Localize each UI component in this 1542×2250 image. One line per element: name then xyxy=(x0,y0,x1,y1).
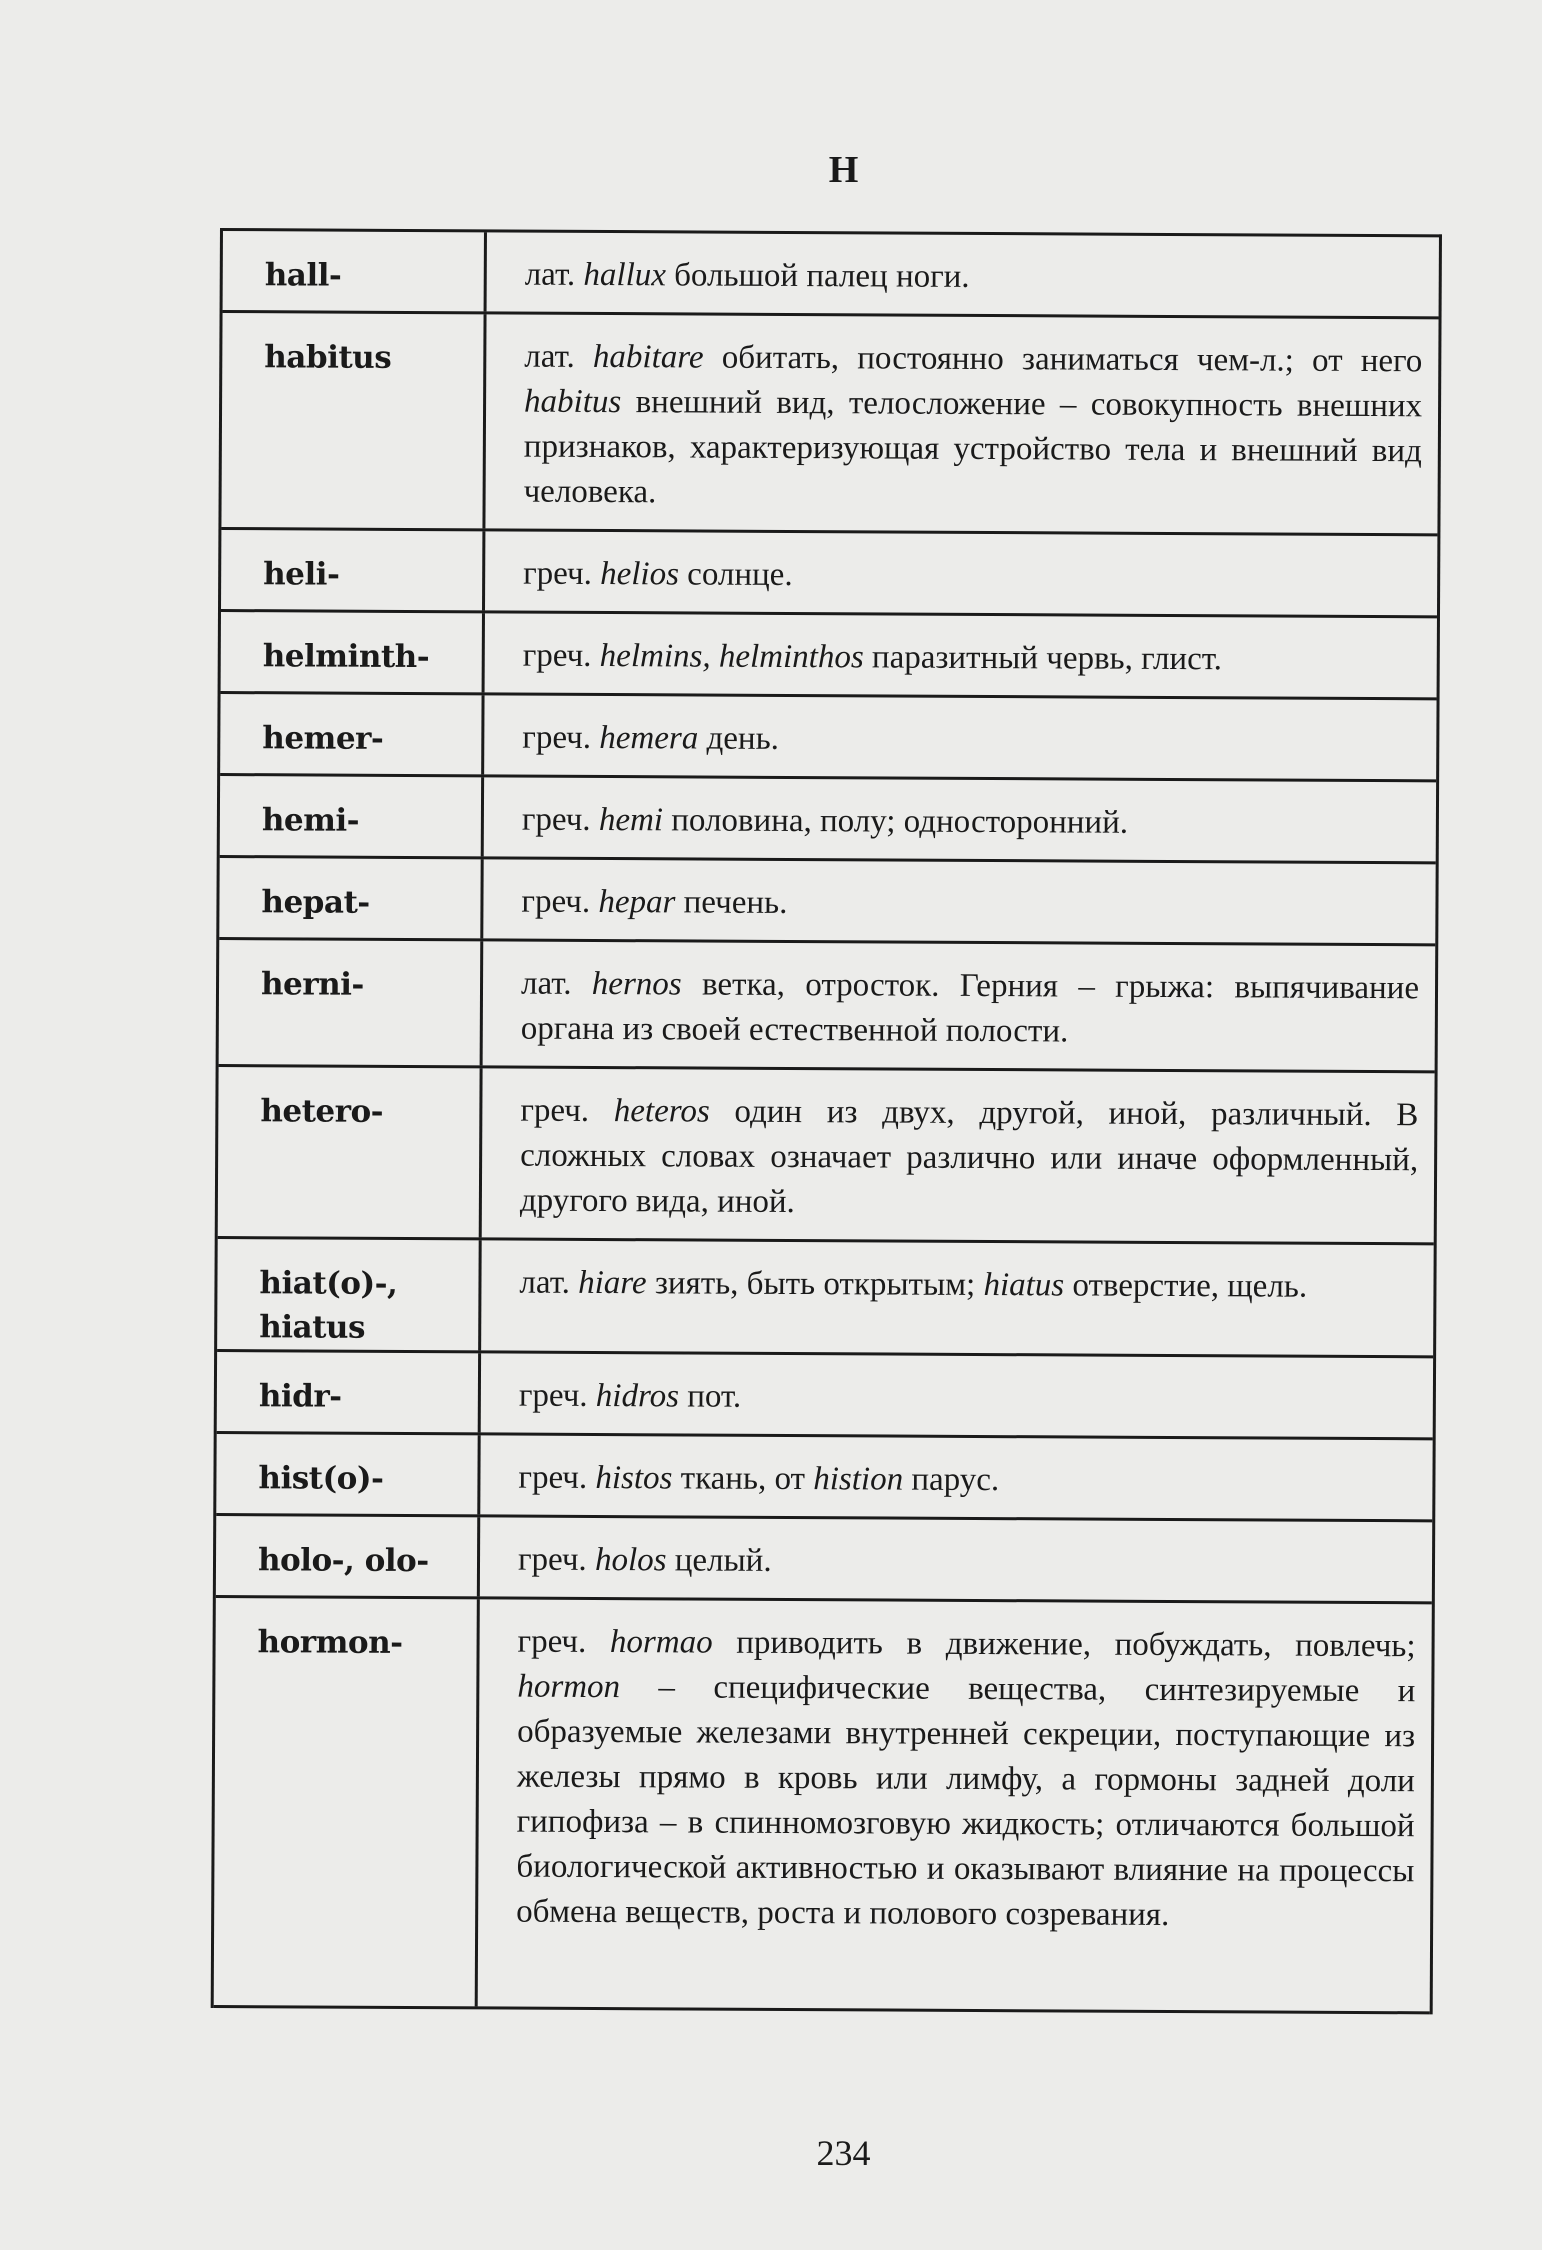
entry-definition: греч. holos целый. xyxy=(517,1541,772,1579)
entry-term: habitus xyxy=(221,313,486,528)
entry-definition: греч. hepar печень. xyxy=(521,883,788,921)
entry-definition: греч. hormao приводить в движение, побуждать, повлечь; hormon – специфические вещества, синтезируемые и образуемые железами внутренней секреции, поступающие из железы прямо в кровь или лимфу, а гормоны задней доли гипофиза – в спинномозговую жидкость; отличаются большой биологической активностью и оказывают влияние на процессы обмена веществ, роста и полового созревания. xyxy=(516,1623,1416,1933)
entry-definition: греч. hidros пот. xyxy=(518,1377,742,1415)
entry-term: hiat(o)-, hiatus xyxy=(217,1239,482,1350)
entry-definition: греч. hemi половина, полу; односторонний. xyxy=(521,801,1129,841)
entry-definition: греч. histos ткань, от histion парус. xyxy=(518,1459,1000,1499)
table-row xyxy=(220,776,1436,864)
entry-term: hall- xyxy=(223,231,487,311)
table-row xyxy=(221,612,1437,700)
glossary-table xyxy=(211,228,1442,2014)
table-row xyxy=(220,694,1436,782)
table-row xyxy=(223,231,1439,319)
entry-term: hist(o)- xyxy=(216,1434,480,1514)
entry-term: herni- xyxy=(219,940,484,1065)
entry-definition: лат. habitare обитать, постоянно заниматься чем-л.; от него habitus внешний вид, телосложение – совокупность внешних признаков, характеризующая устройство тела и внешний вид человека. xyxy=(523,338,1423,511)
table-row xyxy=(219,858,1435,946)
table-row xyxy=(216,1516,1432,1604)
table-row xyxy=(214,1598,1432,2014)
entry-term: hemi- xyxy=(220,776,484,856)
entry-definition: греч. hemera день. xyxy=(522,719,780,757)
entry-term: hidr- xyxy=(217,1352,481,1432)
entry-definition: греч. helios солнце. xyxy=(523,555,793,594)
entry-term: hepat- xyxy=(219,858,483,938)
entry-term: hemer- xyxy=(220,694,484,774)
table-row xyxy=(221,313,1438,536)
table-row xyxy=(221,530,1437,618)
entry-definition: лат. hiare зиять, быть открытым; hiatus отверстие, щель. xyxy=(519,1264,1308,1305)
entry-term: hetero- xyxy=(218,1067,483,1237)
entry-term: hormon- xyxy=(214,1598,480,2006)
entry-definition: лат. hernos ветка, отросток. Герния – грыжа: выпячивание органа из своей естественной полости. xyxy=(520,965,1420,1050)
table-row xyxy=(216,1434,1432,1522)
table-row xyxy=(219,940,1436,1073)
entry-definition: лат. hallux большой палец ноги. xyxy=(524,256,970,295)
page-number: 234 xyxy=(816,2133,871,2173)
entry-term: holo-, olo- xyxy=(216,1516,480,1596)
entry-definition: греч. helmins, helminthos паразитный червь, глист. xyxy=(522,637,1223,678)
entry-term: helminth- xyxy=(221,612,485,692)
table-row xyxy=(217,1352,1433,1440)
section-letter: H xyxy=(828,149,859,191)
entry-term: heli- xyxy=(221,530,485,610)
table-row xyxy=(217,1239,1434,1358)
table-row xyxy=(218,1067,1435,1245)
entry-definition: греч. heteros один из двух, другой, иной, различный. В сложных словах означает различно или иначе оформленный, другого вида, иной. xyxy=(519,1092,1419,1221)
